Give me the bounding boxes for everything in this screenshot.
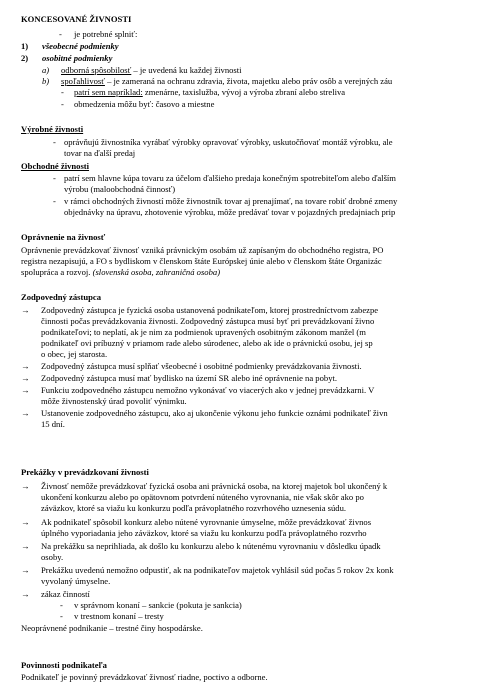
dash-marker: -: [53, 173, 56, 183]
zastupca-p1-line1: Zodpovedný zástupca je fyzická osoba ustanovená podnikateľom, ktorej prostredníctvom zabezpe: [41, 305, 379, 315]
sub-item-b: [61, 76, 392, 86]
prekazky-p1-line1: Živnosť nemôže prevádzkovať fyzická osoba ani právnická osoba, na ktorej majetok bol ukončený k: [41, 481, 388, 491]
opravnenie-line3-text: spolupráca a rozvoj.: [21, 267, 93, 277]
zastupca-p2: Zodpovedný zástupca musí splňať všeobecné i osobitné podmienky prevádzkovania živnosti.: [41, 361, 362, 371]
obchodne-item1-line1: patrí sem hlavne kúpa tovaru za účelom ďalšieho predaja konečným spotrebiteľom alebo ďalším: [64, 173, 396, 183]
dash-marker: -: [61, 87, 64, 97]
prekazky-p3-line1: Na prekážku sa neprihliada, ak došlo ku konkurzu alebo k nútenému vyrovnaniu v dôsledku úpadk: [41, 541, 381, 551]
list-letter: b): [42, 76, 50, 86]
zastupca-p3: Zodpovedný zástupca musí mať bydlisko na území SR alebo iné oprávnenie na pobyt.: [41, 373, 338, 383]
prekazky-p2-line1: Ak podnikateľ spôsobil konkurz alebo nútené vyrovnanie úmyselne, môže prevádzkovať živnos: [41, 517, 372, 527]
arrow-bullet-icon: →: [21, 517, 30, 527]
term-odborna-sposobilost: odborná spôsobilosť: [61, 65, 132, 75]
term-napriklad: patrí sem napríklad:: [74, 87, 143, 97]
opravnenie-note: (slovenská osoba, zahraničná osoba): [92, 267, 221, 277]
heading-povinnosti: Povinnosti podnikateľa: [21, 660, 107, 670]
zastupca-p1-line4: podnikateľ ovi príbuzný v priamom rade alebo súrodenec, alebo ak ide o právnickú osobu, jej sp: [41, 338, 373, 348]
opravnenie-line2: registra nezapisujú, a FO s bydliskom v členskom štáte Európskej únie alebo v členskom štáte Organizác: [21, 256, 382, 266]
dash-marker: -: [61, 99, 64, 109]
heading-vyrobne: Výrobné živnosti: [21, 124, 84, 134]
obchodne-item1-line2: výrobu (maloobchodná činnosť): [64, 184, 176, 194]
prekazky-p1-line3: záväzkov, ktoré sa viažu ku konkurzu podľa právoplatného rozvrhového uznesenia súdu.: [41, 503, 347, 513]
dash-marker: -: [60, 600, 63, 610]
arrow-bullet-icon: →: [21, 589, 30, 599]
prekazky-sub2: v trestnom konaní – tresty: [74, 611, 164, 621]
zastupca-p1-line5: o obec, jej starosta.: [41, 349, 108, 359]
arrow-bullet-icon: →: [21, 565, 30, 575]
opravnenie-line3: [21, 267, 220, 277]
prekazky-sub1: v správnom konaní – sankcie (pokuta je sankcia): [74, 600, 242, 610]
vyrobne-text-1: oprávňujú živnostníka vyrábať výrobky opravovať výrobky, uskutočňovať montáž výrobku, ale: [64, 137, 393, 147]
prekazky-p3-line2: osoby.: [41, 552, 64, 562]
zastupca-p1-line3: podnikateľovi; to neplatí, ak je nim za podmienok upravených osobitným zákonom manžel (m: [41, 327, 366, 337]
condition-special: osobitné podmienky: [42, 53, 113, 63]
term-spolahlivost: spoľahlivosť: [61, 76, 105, 86]
zastupca-p1-line2: činnosti počas prevádzkovania živnosti. Zodpovedný zástupca musí byť pri prevádzkovaní živno: [41, 316, 375, 326]
prekazky-p1-line2: ukončení konkurzu alebo po opätovnom potvrdení núteného vyrovnania, nie však skôr ako po: [41, 492, 364, 502]
zastupca-p5-line2: 15 dní.: [41, 419, 65, 429]
condition-general: všeobecné podmienky: [42, 41, 119, 51]
povinnosti-line1: Podnikateľ je povinný prevádzkovať živnosť riadne, poctivo a odborne.: [21, 672, 268, 682]
sub-item-a-text: – je uvedená ku každej živnosti: [131, 65, 242, 75]
arrow-bullet-icon: →: [21, 305, 30, 315]
zastupca-p5-line1: Ustanovenie zodpovedného zástupcu, ako aj ukončenie výkonu jeho funkcie oznámi podnikateľ živn: [41, 408, 388, 418]
arrow-bullet-icon: →: [21, 481, 30, 491]
arrow-bullet-icon: →: [21, 408, 30, 418]
obchodne-item2-line1: v rámci obchodných živností môže živnostník tovar aj prenajímať, na tovare robiť drobné zmeny: [64, 196, 398, 206]
heading-opravnenie: Oprávnenie na živnosť: [21, 232, 106, 242]
zastupca-p4-line2: môže živnostenský úrad povoliť výnimku.: [41, 396, 187, 406]
prekazky-closing: Neoprávnené podnikanie – trestné činy hospodárske.: [21, 623, 203, 633]
arrow-bullet-icon: →: [21, 541, 30, 551]
vyrobne-text-2: tovar na ďalší predaj: [64, 148, 136, 158]
list-letter: a): [42, 65, 50, 75]
heading-zodpovedny-zastupca: Zodpovedný zástupca: [21, 292, 101, 302]
example-line: [74, 87, 345, 97]
dash-marker: -: [53, 196, 56, 206]
document-title: KONCESOVANÉ ŽIVNOSTI: [21, 14, 132, 24]
prekazky-p5: zákaz činností: [41, 589, 90, 599]
dash-marker: -: [60, 611, 63, 621]
arrow-bullet-icon: →: [21, 385, 30, 395]
prekazky-p4-line1: Prekážku uvedenú nemožno odpustiť, ak na podnikateľov majetok vyhlásil súd počas 5 rokov 2x konk: [41, 565, 394, 575]
prekazky-p4-line2: vyvolaný úmyselne.: [41, 576, 111, 586]
heading-obchodne: Obchodné živnosti: [21, 161, 90, 171]
zastupca-p4-line1: Funkciu zodpovedného zástupcu nemožno vykonávať vo viacerých ako v jednej prevádzkarni. V: [41, 385, 375, 395]
opravnenie-line1: Oprávnenie prevádzkovať živnosť vzniká právnickým osobám už zapísaným do obchodného registra, PO: [21, 245, 384, 255]
example-text: zmenárne, taxislužba, vývoj a výroba zbraní alebo streliva: [142, 87, 346, 97]
restriction-line: obmedzenia môžu byť: časovo a miestne: [74, 99, 215, 109]
list-number: 1): [21, 41, 29, 51]
sub-item-a: [61, 65, 242, 75]
prekazky-p2-line2: úplného vyporiadania jeho záväzkov, ktoré sa viažu ku konkurzu podľa právoplatného rozvrho: [41, 528, 367, 538]
sub-item-b-text: – je zameraná na ochranu zdravia, života, majetku alebo práv osôb a verejných záu: [104, 76, 393, 86]
arrow-bullet-icon: →: [21, 361, 30, 371]
arrow-bullet-icon: →: [21, 373, 30, 383]
list-number: 2): [21, 53, 29, 63]
obchodne-item2-line2: objednávky na úpravu, zhotovenie výrobku, môže predávať tovar v pojazdných predajniach prip: [64, 207, 396, 217]
heading-prekazky: Prekážky v prevádzkovaní živnosti: [21, 467, 149, 477]
dash-marker: -: [59, 29, 62, 39]
dash-marker: -: [53, 137, 56, 147]
intro-dash-item: je potrebné splniť:: [74, 29, 138, 39]
